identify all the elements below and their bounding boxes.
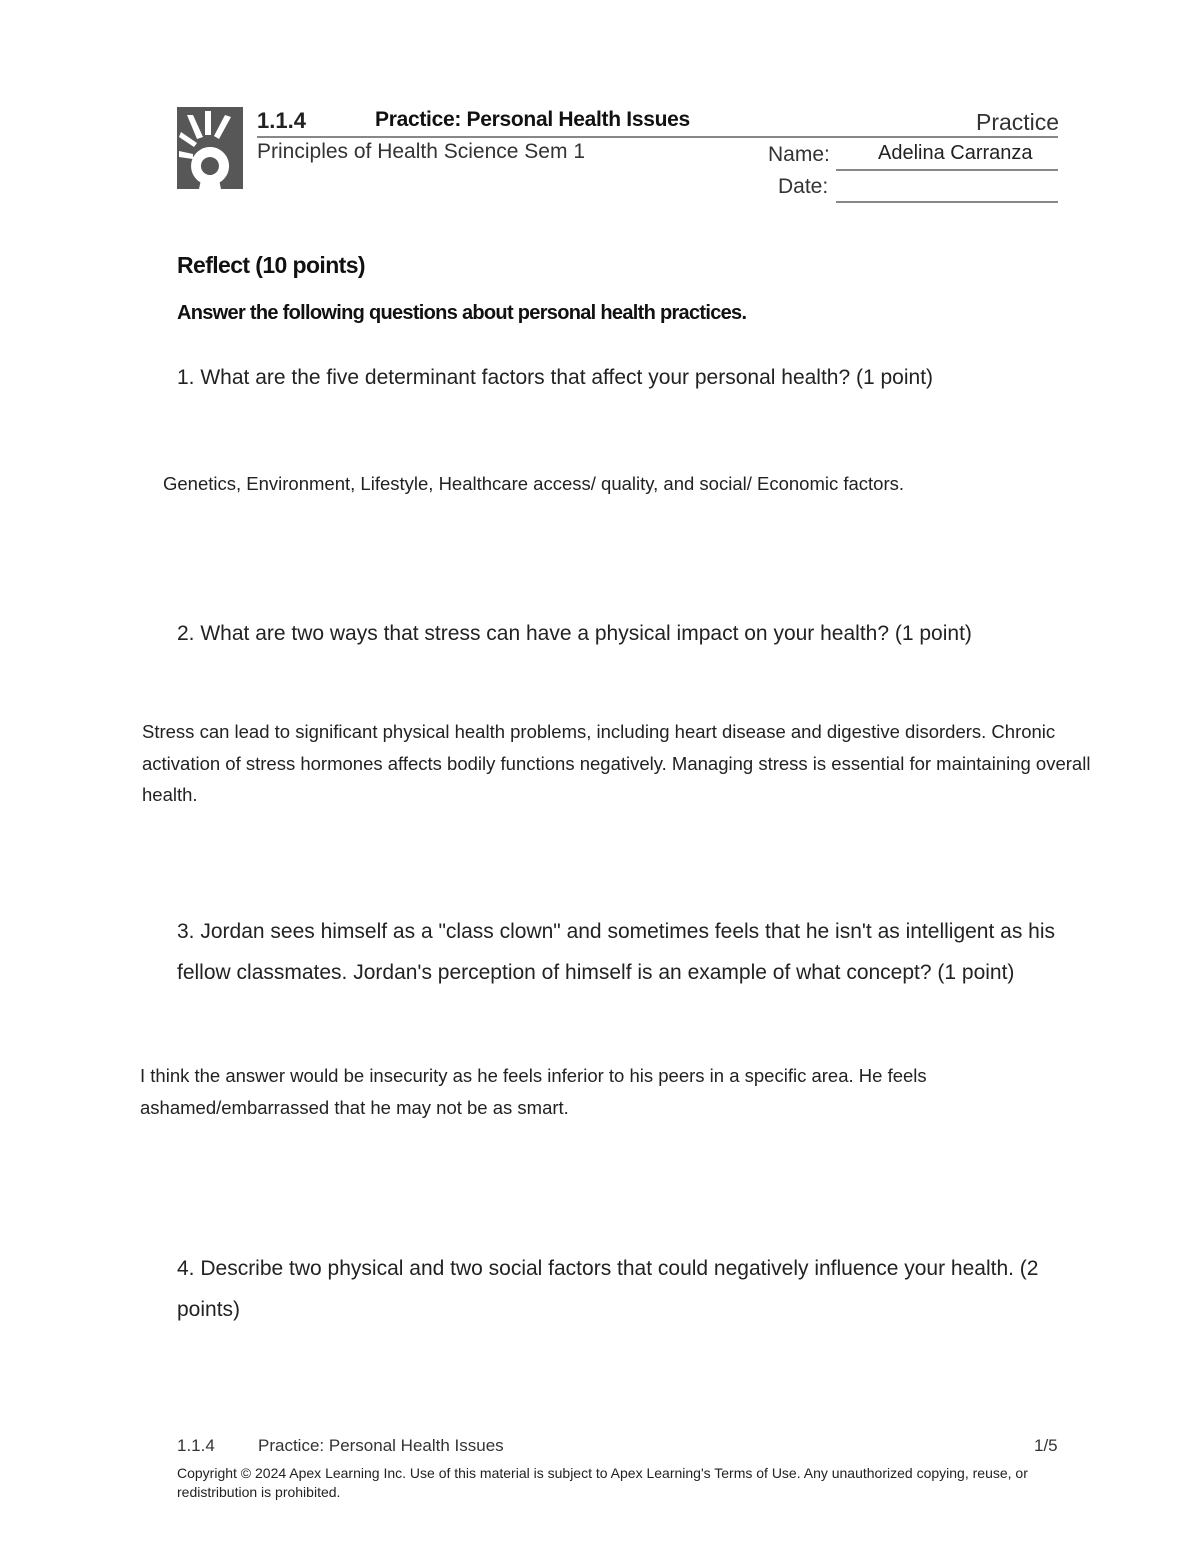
course-name: Principles of Health Science Sem 1 [257,140,585,163]
name-underline [836,169,1058,171]
date-label: Date: [778,175,829,198]
lesson-title: Practice: Personal Health Issues [375,108,690,131]
copyright-notice: Copyright © 2024 Apex Learning Inc. Use of this material is subject to Apex Learning's Terms of Use. Any unauthorized copying, reuse, or redistribution is prohibited. [177,1465,1028,1500]
page-number: 1/5 [1034,1436,1058,1455]
answer-2[interactable]: Stress can lead to significant physical health problems, including heart disease and digestive disorders. Chronic activation of stress hormones affects bodily functions negatively. Managing stress is essential for maintaining overall health. [142,721,1091,805]
section-instructions: Answer the following questions about personal health practices. [177,302,747,324]
footer-lesson-number: 1.1.4 [177,1436,215,1455]
question-4: 4. Describe two physical and two social factors that could negatively influence your health. (2 points) [177,1257,1039,1321]
section-heading: Reflect (10 points) [177,252,365,278]
name-field[interactable]: Adelina Carranza [878,142,1033,164]
question-2: 2. What are two ways that stress can have a physical impact on your health? (1 point) [177,622,972,645]
document-type-label: Practice [976,109,1060,135]
footer-lesson-title: Practice: Personal Health Issues [258,1436,504,1455]
question-1: 1. What are the five determinant factors that affect your personal health? (1 point) [177,366,934,389]
answer-3[interactable]: I think the answer would be insecurity as he feels inferior to his peers in a specific area. He feels ashamed/embarrassed that he may not be as smart. [140,1065,927,1118]
lesson-number: 1.1.4 [257,108,306,133]
header-rule [257,136,1058,138]
name-label: Name: [768,143,830,166]
answer-1[interactable]: Genetics, Environment, Lifestyle, Healthcare access/ quality, and social/ Economic factors. [163,473,905,494]
apex-learning-logo-icon [177,107,243,189]
date-underline [836,201,1058,203]
question-3: 3. Jordan sees himself as a "class clown" and sometimes feels that he isn't as intelligent as his fellow classmates. Jordan's perception of himself is an example of what concept? (1 point) [177,920,1056,984]
